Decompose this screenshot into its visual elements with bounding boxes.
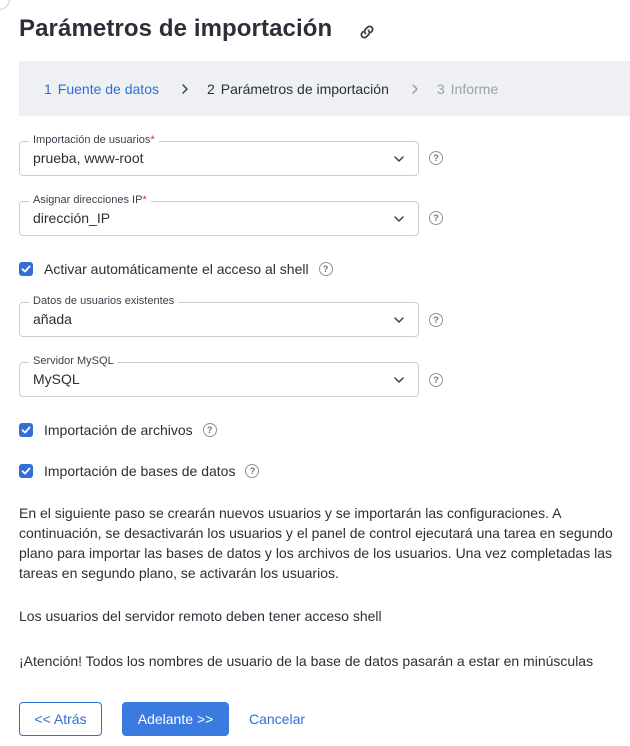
help-icon[interactable]: ? (429, 211, 443, 225)
checkmark-icon (21, 466, 31, 476)
shell-requirement-note: Los usuarios del servidor remoto deben tener acceso shell (19, 608, 382, 624)
next-button[interactable]: Adelante >> (122, 702, 229, 736)
corner-decoration (0, 0, 10, 10)
step-label: Parámetros de importación (220, 80, 389, 97)
help-icon[interactable]: ? (429, 373, 443, 387)
checkbox-checked[interactable] (19, 464, 33, 478)
existing-users-select[interactable] (19, 295, 419, 337)
chevron-right-icon (179, 83, 191, 95)
page-title: Parámetros de importación (19, 15, 333, 42)
chevron-right-icon (409, 83, 421, 95)
users-import-select[interactable] (19, 134, 419, 176)
required-mark: * (142, 194, 147, 206)
help-icon[interactable]: ? (429, 313, 443, 327)
back-button[interactable]: << Atrás (19, 702, 102, 736)
chevron-down-icon (393, 374, 405, 386)
field-label (29, 354, 118, 368)
link-icon[interactable] (357, 22, 377, 42)
step-number: 3 (436, 80, 445, 97)
field-label (29, 294, 178, 308)
checkbox-label[interactable]: Activar automáticamente el acceso al shell (44, 261, 309, 277)
chevron-down-icon (393, 314, 405, 326)
label-text: Datos de usuarios existentes (33, 295, 175, 307)
checkbox-checked[interactable] (19, 262, 33, 276)
field-value: MySQL (33, 371, 80, 387)
label-text: Servidor MySQL (33, 355, 114, 367)
label-text: Importación de usuarios (33, 134, 151, 146)
field-value: dirección_IP (33, 210, 111, 226)
step-label: Fuente de datos (57, 80, 159, 97)
help-icon[interactable]: ? (429, 151, 443, 165)
field-label (29, 193, 151, 207)
wizard-steps (19, 61, 630, 116)
help-icon[interactable]: ? (319, 262, 333, 276)
step-data-source[interactable] (44, 81, 159, 97)
required-mark: * (150, 134, 155, 146)
shell-access-checkbox-row[interactable] (19, 261, 333, 277)
ip-assign-select[interactable] (19, 194, 419, 236)
chevron-down-icon (393, 213, 405, 225)
step-import-parameters (207, 81, 389, 97)
cancel-link[interactable]: Cancelar (249, 711, 306, 727)
field-value: añada (33, 311, 72, 327)
db-import-checkbox-row[interactable] (19, 463, 259, 479)
checkbox-label[interactable]: Importación de bases de datos (44, 463, 236, 479)
mysql-server-select[interactable] (19, 355, 419, 397)
help-icon[interactable]: ? (203, 423, 217, 437)
checkbox-label[interactable]: Importación de archivos (44, 422, 193, 438)
help-icon[interactable]: ? (245, 464, 259, 478)
step-number: 2 (206, 80, 215, 97)
checkmark-icon (21, 425, 31, 435)
label-text: Asignar direcciones IP (33, 194, 143, 206)
step-label: Informe (450, 80, 499, 97)
checkmark-icon (21, 264, 31, 274)
field-label (29, 133, 159, 147)
chevron-down-icon (393, 153, 405, 165)
info-paragraph: En el siguiente paso se crearán nuevos usuarios y se importarán las configuraciones. A continuación, se desactivarán los usuarios y el panel de control ejecutará una tarea en segundo plano para importar las bases de datos y los archivos de los usuarios. Una vez completadas las tareas en segundo plano, se activarán los usuarios. (19, 505, 613, 581)
files-import-checkbox-row[interactable] (19, 422, 217, 438)
lowercase-warning: ¡Atención! Todos los nombres de usuario de la base de datos pasarán a estar en minúsculas (19, 653, 594, 669)
step-number: 1 (44, 80, 52, 97)
checkbox-checked[interactable] (19, 423, 33, 437)
field-value: prueba, www-root (33, 150, 144, 166)
step-report (437, 81, 498, 97)
